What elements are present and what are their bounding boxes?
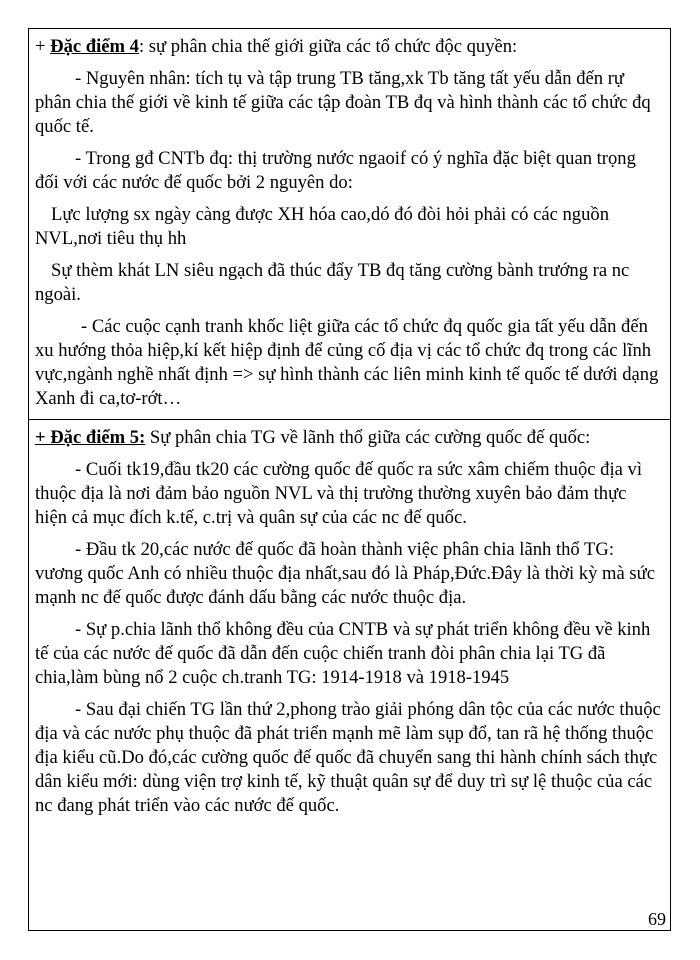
- section-4-heading-text: : sự phân chia thế giới giữa các tổ chức độc quyền:: [138, 36, 518, 57]
- section-4-heading-title: Đặc điểm 4: [50, 36, 139, 57]
- paragraph: - Nguyên nhân: tích tụ và tập trung TB tăng,xk Tb tăng tất yếu dẫn đến rự phân chia thế giới về kinh tế giữa các tập đoàn TB đq và hình thành các tổ chức đq quốc tế.: [35, 68, 651, 137]
- document-body: [35, 35, 662, 826]
- section-5-heading-text: Sự phân chia TG về lãnh thổ giữa các cường quốc đế quốc:: [145, 427, 591, 448]
- section-divider: [29, 419, 670, 420]
- page-frame: [28, 28, 671, 931]
- paragraph: - Các cuộc cạnh tranh khốc liệt giữa các tổ chức đq quốc gia tất yếu dẫn đến xu hướng thỏa hiệp,kí kết hiệp định để củng cố địa vị các tổ chức đq trong các lĩnh vực,ngành nghề nhất định => sự hình thành các liên minh kinh tế quốc tế dưới dạng Xanh đi ca,tơ-rớt…: [35, 316, 659, 409]
- paragraph: - Cuối tk19,đầu tk20 các cường quốc đế quốc ra sức xâm chiếm thuộc địa vì thuộc địa là nơi đảm bảo nguồn NVL và thị trường thường xuyên bảo đảm thực hiện cả mục đích k.tế, c.trị và quân sự của các nc đế quốc.: [35, 459, 642, 528]
- section-5-heading-title: + Đặc điểm 5:: [35, 427, 146, 448]
- section-4-heading: [35, 35, 662, 59]
- section-5-heading: [35, 426, 662, 450]
- paragraph: - Sự p.chia lãnh thổ không đều của CNTB và sự phát triển không đều về kinh tế của các nước đế quốc đã dẫn đến cuộc chiến tranh đòi phân chia lại TG đã chia,làm bùng nổ 2 cuộc ch.tranh TG: 1914-1918 và 1918-1945: [35, 619, 651, 688]
- page-number: 69: [648, 909, 666, 929]
- paragraph: - Sau đại chiến TG lần thứ 2,phong trào giải phóng dân tộc của các nước thuộc địa và các nước phụ thuộc đã phát triển mạnh mẽ làm sụp đổ, tan rã hệ thống thuộc địa kiểu cũ.Do đó,các cường quốc đế quốc đã chuyển sang thi hành chính sách thực dân kiểu mới: dùng viện trợ kinh tế, kỹ thuật quân sự để duy trì sự lệ thuộc của các nc đang phát triển vào các nước đế quốc.: [35, 699, 661, 816]
- section-4-heading-prefix: +: [35, 36, 51, 57]
- paragraph: Lực lượng sx ngày càng được XH hóa cao,dó đó đòi hỏi phải có các nguồn NVL,nơi tiêu thụ hh: [35, 204, 609, 249]
- paragraph: - Trong gđ CNTb đq: thị trường nước ngaoif có ý nghĩa đặc biệt quan trọng đối với các nước đế quốc bởi 2 nguyên do:: [35, 148, 636, 193]
- paragraph: Sự thèm khát LN siêu ngạch đã thúc đẩy TB đq tăng cường bành trướng ra nc ngoài.: [35, 260, 630, 305]
- paragraph: - Đầu tk 20,các nước đế quốc đã hoàn thành việc phân chia lãnh thổ TG: vương quốc Anh có nhiều thuộc địa nhất,sau đó là Pháp,Đức.Đây là thời kỳ mà sức mạnh nc đế quốc được đánh dấu bằng các nước thuộc địa.: [35, 539, 655, 608]
